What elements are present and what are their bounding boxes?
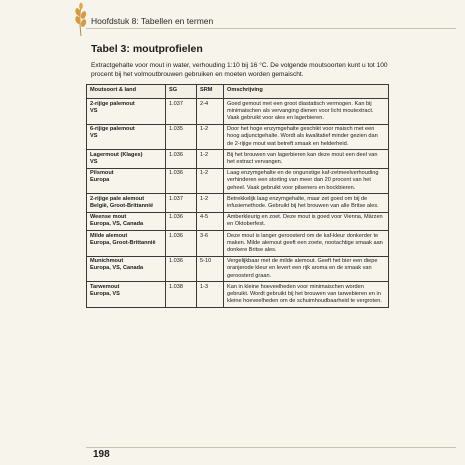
malt-country: Europa, VS, Canada — [90, 265, 144, 272]
srm-cell: 4-5 — [197, 212, 224, 230]
table-title: Tabel 3: moutprofielen — [91, 43, 203, 55]
description-cell: Amberkleurig en zoet. Deze mout is goed voor Vienna, Märzen en Oktoberfest. — [224, 212, 389, 230]
srm-cell: 1-3 — [197, 282, 224, 308]
srm-cell: 1-2 — [197, 194, 224, 212]
malt-profile-table — [86, 84, 389, 308]
malt-name: 2-rijige pale alemout — [90, 195, 145, 202]
srm-cell: 5-10 — [197, 256, 224, 282]
malt-cell — [87, 256, 166, 282]
description-cell: Bij het brouwen van lagerbieren kan deze mout een deel van het extract vervangen. — [224, 150, 389, 168]
malt-cell — [87, 194, 166, 212]
footer-divider — [86, 447, 456, 448]
column-header: Moutsoort & land — [87, 85, 166, 99]
table-row — [87, 124, 389, 150]
sg-cell: 1.036 — [166, 212, 197, 230]
malt-cell — [87, 212, 166, 230]
header-divider — [86, 28, 456, 29]
malt-cell — [87, 231, 166, 257]
srm-cell: 1-2 — [197, 168, 224, 194]
malt-name: Lagermout (Klages) — [90, 151, 143, 158]
malt-name: Pilsmout — [90, 170, 114, 177]
sg-cell: 1.036 — [166, 256, 197, 282]
chapter-heading: Hoofdstuk 8: Tabellen en termen — [91, 16, 214, 26]
description-cell: Door het hoge enzymgehalte geschikt voor maisch met een hoog adjunctgehalte. Wordt als kwalitatief minder gezien dan de 2-rijige mout wat betreft smaak en helderheid. — [224, 124, 389, 150]
malt-country: Europa, VS, Canada — [90, 221, 144, 228]
column-header: Omschrijving — [224, 85, 389, 99]
malt-cell — [87, 282, 166, 308]
table-header-row — [87, 85, 389, 99]
sg-cell: 1.037 — [166, 99, 197, 125]
description-cell: Vergelijkbaar met de milde alemout. Geeft het bier een diepe oranjerode kleur en levert een rijk aroma en de smaak van geroosterd graan. — [224, 256, 389, 282]
table-row — [87, 99, 389, 125]
table-row — [87, 168, 389, 194]
description-cell: Goed gemout met een groot diastatisch vermogen. Kan bij minimaischen als vervanging dienen voor licht moutextract. Vaak gebruikt voor ales en lagerbieren. — [224, 99, 389, 125]
malt-cell — [87, 99, 166, 125]
table-row — [87, 150, 389, 168]
page-number: 198 — [93, 449, 110, 460]
intro-paragraph: Extractgehalte voor mout in water, verhouding 1:10 bij 16 °C. De volgende moutsoorten kunt u tot 100 procent bij het volmoutbrouwen gebruiken en moeten worden gemaischt. — [91, 62, 388, 78]
srm-cell: 1-2 — [197, 124, 224, 150]
malt-country: België, Groot-Brittannië — [90, 202, 154, 209]
table-row — [87, 194, 389, 212]
malt-cell — [87, 124, 166, 150]
malt-cell — [87, 168, 166, 194]
malt-name: 6-rijige palemout — [90, 126, 135, 133]
description-cell: Deze mout is langer geroosterd om de kaf-kleur donkerder te maken. Milde alemout geeft een zoete, nootachtige smaak aan donkere Britse ales. — [224, 231, 389, 257]
column-header: SG — [166, 85, 197, 99]
wheat-ear-icon — [72, 2, 88, 36]
malt-cell — [87, 150, 166, 168]
description-cell: Kan in kleine hoeveelheden voor minimaischen worden gebruikt. Wordt gebruikt bij het brouwen van tarwebieren en in kleine hoeveelheden om de schuimhoudbaarheid te vergroten. — [224, 282, 389, 308]
malt-name: Weense mout — [90, 214, 127, 221]
malt-name: Tarwemout — [90, 283, 120, 290]
sg-cell: 1.038 — [166, 282, 197, 308]
malt-country: VS — [90, 133, 98, 140]
description-cell: Betrekkelijk laag enzymgehalte, maar zet goed om bij de infusiemethode. Gebruikt bij het brouwen van alle Britse ales. — [224, 194, 389, 212]
malt-country: VS — [90, 158, 98, 165]
srm-cell: 2-4 — [197, 99, 224, 125]
description-cell: Laag enzymgehalte en de ongunstige kaf-zetmeelverhouding verhinderen een storting van meer dan 20 procent van het geheel. Vaak gebruikt voor pilseners en bockbieren. — [224, 168, 389, 194]
table-row — [87, 282, 389, 308]
table-row — [87, 231, 389, 257]
column-header: SRM — [197, 85, 224, 99]
malt-country: Europa — [90, 177, 110, 184]
table-row — [87, 256, 389, 282]
srm-cell: 3-6 — [197, 231, 224, 257]
sg-cell: 1.036 — [166, 150, 197, 168]
srm-cell: 1-2 — [197, 150, 224, 168]
malt-country: Europa, VS — [90, 290, 120, 297]
malt-name: Munichmout — [90, 258, 124, 265]
malt-name: 2-rijige palemout — [90, 100, 135, 107]
malt-name: Milde alemout — [90, 232, 128, 239]
sg-cell: 1.036 — [166, 231, 197, 257]
sg-cell: 1.035 — [166, 124, 197, 150]
malt-country: VS — [90, 107, 98, 114]
sg-cell: 1.036 — [166, 168, 197, 194]
sg-cell: 1.037 — [166, 194, 197, 212]
malt-country: Europa, Groot-Brittannië — [90, 239, 156, 246]
table-row — [87, 212, 389, 230]
